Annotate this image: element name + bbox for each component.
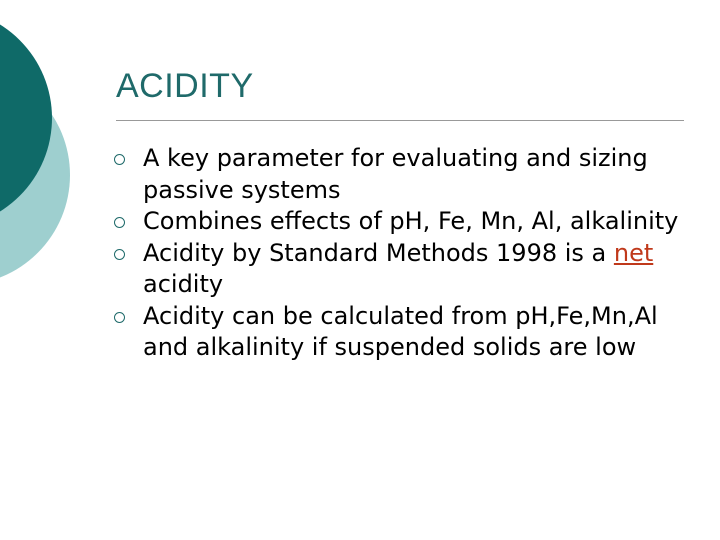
circle-bullet-icon bbox=[114, 217, 125, 228]
bullet-text: Combines effects of pH, Fe, Mn, Al, alkalinity bbox=[143, 207, 679, 235]
bullet-item bbox=[114, 206, 694, 238]
net-highlight: net bbox=[613, 238, 654, 267]
slide-title: ACIDITY bbox=[116, 67, 254, 105]
bullet-text-after: acidity bbox=[143, 270, 224, 298]
circle-bullet-icon bbox=[114, 154, 125, 165]
title-divider bbox=[116, 120, 684, 121]
bullet-item bbox=[114, 301, 694, 364]
circle-bullet-icon bbox=[114, 312, 125, 323]
bullet-text: Acidity can be calculated from pH,Fe,Mn,Al and alkalinity if suspended solids are low bbox=[143, 301, 658, 361]
bullet-text: A key parameter for evaluating and sizing passive systems bbox=[143, 144, 648, 204]
bullet-text-before: Acidity by Standard Methods 1998 is a bbox=[143, 238, 614, 267]
circle-bullet-icon bbox=[114, 249, 125, 260]
bullet-item bbox=[114, 238, 694, 301]
bullet-item bbox=[114, 143, 694, 206]
bullet-list bbox=[114, 143, 694, 364]
